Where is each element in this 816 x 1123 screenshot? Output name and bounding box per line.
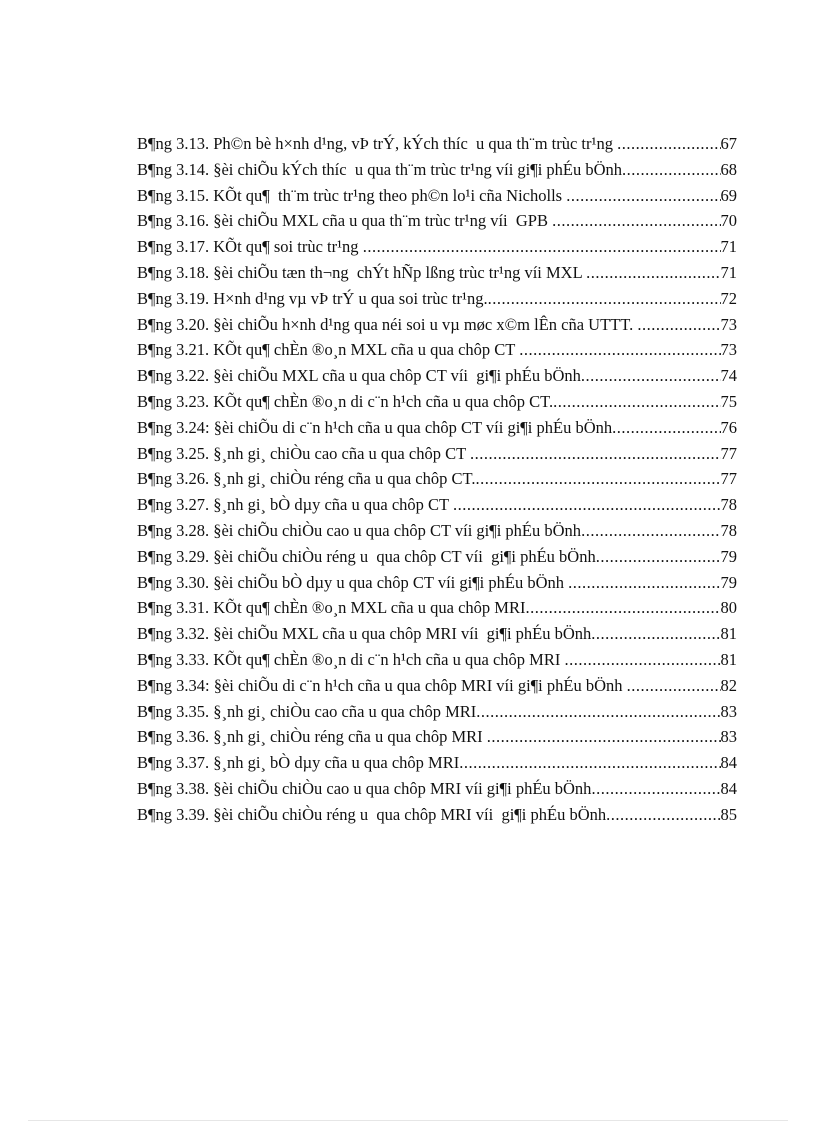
dot-leader	[525, 595, 720, 621]
toc-entry-title: B¶ng 3.38. §èi chiÕu chiÒu cao u qua chôp MRI víi gi¶i phÉu bÖnh	[137, 778, 592, 798]
toc-entry-page-number: 83	[720, 727, 737, 747]
toc-entry-title: B¶ng 3.18. §èi chiÕu tæn th¬ng chÝt hÑp lßng trùc tr¹ng víi MXL	[137, 262, 587, 282]
toc-entry[interactable]	[137, 492, 737, 518]
toc-entry-page-number: 76	[720, 417, 737, 437]
toc-entry-title: B¶ng 3.14. §èi chiÕu kÝch thíc u qua th¨m trùc tr¹ng víi gi¶i phÉu bÖnh	[137, 159, 623, 179]
dot-leader	[566, 183, 720, 209]
table-of-tables	[137, 131, 737, 828]
toc-entry-page-number: 68	[720, 159, 737, 179]
toc-entry[interactable]	[137, 724, 737, 750]
toc-entry[interactable]	[137, 699, 737, 725]
toc-entry-title: B¶ng 3.19. H×nh d¹ng vµ vÞ trÝ u qua soi trùc tr¹ng.	[137, 288, 488, 308]
toc-entry-page-number: 80	[720, 598, 737, 618]
dot-leader	[586, 260, 720, 286]
toc-entry[interactable]	[137, 208, 737, 234]
toc-entry-page-number: 71	[720, 262, 737, 282]
toc-entry-title: B¶ng 3.15. KÕt qu¶ th¨m trùc tr¹ng theo ph©n lo¹i cña Nicholls	[137, 185, 567, 205]
toc-entry-title: B¶ng 3.27. §¸nh gi¸ bÒ dµy cña u qua chôp CT	[137, 495, 453, 515]
toc-entry-page-number: 78	[720, 495, 737, 515]
toc-entry[interactable]	[137, 415, 737, 441]
dot-leader	[617, 131, 720, 157]
dot-leader	[581, 363, 721, 389]
toc-entry-page-number: 81	[720, 649, 737, 669]
toc-entry[interactable]	[137, 131, 737, 157]
toc-entry-page-number: 77	[720, 469, 737, 489]
toc-entry[interactable]	[137, 157, 737, 183]
page-bottom-edge	[28, 1120, 788, 1121]
toc-entry-page-number: 70	[720, 211, 737, 231]
toc-entry-page-number: 75	[720, 391, 737, 411]
toc-entry-title: B¶ng 3.21. KÕt qu¶ chÈn ®o¸n MXL cña u qua chôp CT	[137, 340, 520, 360]
toc-entry[interactable]	[137, 441, 737, 467]
dot-leader	[470, 441, 721, 467]
dot-leader	[363, 234, 721, 260]
toc-entry-title: B¶ng 3.20. §èi chiÕu h×nh d¹ng qua néi soi u vµ møc x©m lÊn cña UTTT.	[137, 314, 638, 334]
dot-leader	[459, 750, 720, 776]
toc-entry[interactable]	[137, 544, 737, 570]
toc-entry[interactable]	[137, 337, 737, 363]
toc-entry-title: B¶ng 3.17. KÕt qu¶ soi trùc tr¹ng	[137, 237, 363, 257]
toc-entry[interactable]	[137, 776, 737, 802]
toc-entry[interactable]	[137, 466, 737, 492]
dot-leader	[568, 570, 720, 596]
toc-entry-page-number: 73	[720, 340, 737, 360]
toc-entry-page-number: 71	[720, 237, 737, 257]
dot-leader	[487, 724, 721, 750]
toc-entry-page-number: 73	[720, 314, 737, 334]
toc-entry-page-number: 72	[720, 288, 737, 308]
toc-entry[interactable]	[137, 363, 737, 389]
toc-entry-title: B¶ng 3.16. §èi chiÕu MXL cña u qua th¨m trùc tr¹ng víi GPB	[137, 211, 553, 231]
toc-entry-title: B¶ng 3.35. §¸nh gi¸ chiÒu cao cña u qua chôp MRI	[137, 701, 477, 721]
toc-entry-title: B¶ng 3.25. §¸nh gi¸ chiÒu cao cña u qua chôp CT	[137, 443, 470, 463]
toc-entry-page-number: 84	[720, 778, 737, 798]
toc-entry-title: B¶ng 3.39. §èi chiÕu chiÒu réng u qua chôp MRI víi gi¶i phÉu bÖnh	[137, 804, 607, 824]
toc-entry[interactable]	[137, 183, 737, 209]
toc-entry[interactable]	[137, 570, 737, 596]
toc-entry-page-number: 78	[720, 520, 737, 540]
toc-entry-page-number: 69	[720, 185, 737, 205]
toc-entry-title: B¶ng 3.28. §èi chiÕu chiÒu cao u qua chôp CT víi gi¶i phÉu bÖnh	[137, 520, 582, 540]
toc-entry[interactable]	[137, 595, 737, 621]
toc-entry-page-number: 81	[720, 624, 737, 644]
dot-leader	[591, 621, 720, 647]
toc-entry[interactable]	[137, 647, 737, 673]
toc-entry-title: B¶ng 3.36. §¸nh gi¸ chiÒu réng cña u qua chôp MRI	[137, 727, 487, 747]
dot-leader	[627, 673, 721, 699]
toc-entry-title: B¶ng 3.13. Ph©n bè h×nh d¹ng, vÞ trÝ, kÝch thíc u qua th¨m trùc tr¹ng	[137, 134, 618, 153]
dot-leader	[553, 389, 720, 415]
toc-entry-title: B¶ng 3.37. §¸nh gi¸ bÒ dµy cña u qua chôp MRI	[137, 753, 460, 773]
toc-entry[interactable]	[137, 621, 737, 647]
dot-leader	[637, 312, 720, 338]
toc-entry[interactable]	[137, 286, 737, 312]
toc-entry-title: B¶ng 3.34: §èi chiÕu di c¨n h¹ch cña u qua chôp MRI víi gi¶i phÉu bÖnh	[137, 675, 627, 695]
toc-entry-page-number: 84	[720, 753, 737, 773]
dot-leader	[622, 157, 720, 183]
toc-entry-title: B¶ng 3.33. KÕt qu¶ chÈn ®o¸n di c¨n h¹ch cña u qua chôp MRI	[137, 649, 565, 669]
toc-entry[interactable]	[137, 389, 737, 415]
dot-leader	[475, 466, 720, 492]
toc-entry-page-number: 67	[720, 134, 737, 153]
toc-entry-title: B¶ng 3.30. §èi chiÕu bÒ dµy u qua chôp CT víi gi¶i phÉu bÖnh	[137, 572, 569, 592]
dot-leader	[488, 286, 721, 312]
toc-entry-page-number: 79	[720, 546, 737, 566]
toc-entry-title: B¶ng 3.23. KÕt qu¶ chÈn ®o¸n di c¨n h¹ch cña u qua chôp CT.	[137, 391, 554, 411]
toc-entry[interactable]	[137, 234, 737, 260]
dot-leader	[606, 802, 720, 828]
toc-entry-title: B¶ng 3.29. §èi chiÕu chiÒu réng u qua chôp CT víi gi¶i phÉu bÖnh	[137, 546, 596, 566]
toc-entry-title: B¶ng 3.22. §èi chiÕu MXL cña u qua chôp CT víi gi¶i phÉu bÖnh	[137, 366, 581, 386]
toc-entry-title: B¶ng 3.26. §¸nh gi¸ chiÒu réng cña u qua chôp CT.	[137, 469, 476, 489]
dot-leader	[519, 337, 720, 363]
dot-leader	[552, 208, 720, 234]
toc-entry[interactable]	[137, 802, 737, 828]
toc-entry-page-number: 77	[720, 443, 737, 463]
toc-entry-page-number: 79	[720, 572, 737, 592]
dot-leader	[591, 776, 720, 802]
toc-entry[interactable]	[137, 260, 737, 286]
toc-entry-title: B¶ng 3.31. KÕt qu¶ chÈn ®o¸n MXL cña u qua chôp MRI	[137, 598, 526, 618]
toc-entry-page-number: 83	[720, 701, 737, 721]
toc-entry[interactable]	[137, 673, 737, 699]
toc-entry-page-number: 74	[720, 366, 737, 386]
dot-leader	[476, 699, 720, 725]
toc-entry-title: B¶ng 3.32. §èi chiÕu MXL cña u qua chôp MRI víi gi¶i phÉu bÖnh	[137, 624, 592, 644]
toc-entry-page-number: 82	[720, 675, 737, 695]
dot-leader	[581, 518, 720, 544]
dot-leader	[453, 492, 721, 518]
toc-entry[interactable]	[137, 312, 737, 338]
dot-leader	[612, 415, 720, 441]
toc-entry-title: B¶ng 3.24: §èi chiÕu di c¨n h¹ch cña u qua chôp CT víi gi¶i phÉu bÖnh	[137, 417, 613, 437]
toc-entry[interactable]	[137, 750, 737, 776]
toc-entry[interactable]	[137, 518, 737, 544]
toc-entry-page-number: 85	[720, 804, 737, 824]
dot-leader	[596, 544, 721, 570]
dot-leader	[564, 647, 720, 673]
